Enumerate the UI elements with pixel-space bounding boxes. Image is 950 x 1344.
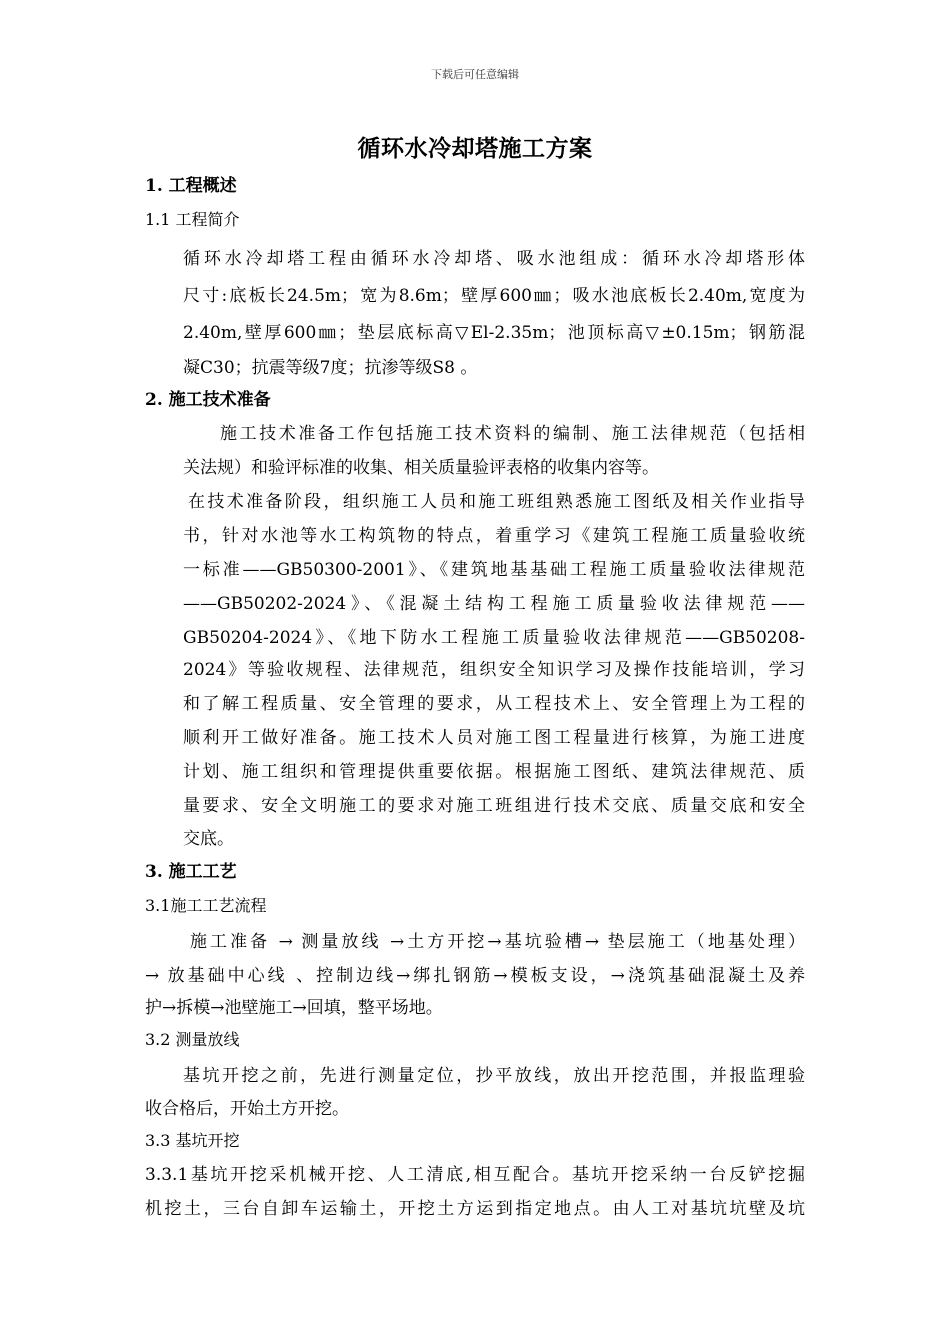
paragraph-line: → 放基础中心线 、控制边线→绑扎钢筋→模板支设，→浇筑基础混凝土及养 [145, 966, 805, 986]
section-3-2-heading: 3.2 测量放线 [145, 1030, 240, 1049]
paragraph-line: 顺利开工做好准备。施工技术人员对施工图工程量进行核算，为施工进度 [183, 728, 805, 748]
paragraph-line: 凝C30；抗震等级7度；抗渗等级S8 。 [183, 358, 478, 378]
paragraph-line: 交底。 [183, 829, 234, 849]
paragraph-line: 2024》等验收规程、法律规范，组织安全知识学习及操作技能培训，学习 [183, 660, 805, 680]
paragraph-line: 基坑开挖之前，先进行测量定位，抄平放线，放出开挖范围，并报监理验 [183, 1066, 805, 1086]
paragraph-line: 收合格后，开始土方开挖。 [145, 1099, 349, 1119]
section-1-1-heading: 1.1 工程简介 [145, 210, 240, 229]
paragraph-line: 计划、施工组织和管理提供重要依据。根据施工图纸、建筑法律规范、质 [183, 762, 805, 782]
section-1-heading: 1. 工程概述 [145, 176, 237, 196]
paragraph-line: ——GB50202-2024》、《混凝土结构工程施工质量验收法律规范—— [183, 594, 805, 614]
section-3-heading: 3. 施工工艺 [145, 862, 237, 882]
section-3-3-heading: 3.3 基坑开挖 [145, 1131, 240, 1150]
document-title: 循环水冷却塔施工方案 [357, 135, 593, 162]
paragraph-line: 和了解工程质量、安全管理的要求，从工程技术上、安全管理上为工程的 [183, 694, 805, 714]
paragraph-line: 量要求、安全文明施工的要求对施工班组进行技术交底、质量交底和安全 [183, 796, 805, 816]
paragraph-line: 循环水冷却塔工程由循环水冷却塔、吸水池组成：循环水冷却塔形体 [183, 249, 805, 269]
paragraph-line: 在技术准备阶段，组织施工人员和施工班组熟悉施工图纸及相关作业指导 [188, 492, 805, 512]
paragraph-line: 机挖土，三台自卸车运输土，开挖土方运到指定地点。由人工对基坑坑壁及坑 [145, 1199, 805, 1219]
paragraph-line: GB50204-2024》、《地下防水工程施工质量验收法律规范——GB50208- [183, 628, 805, 648]
paragraph-line: 护→拆模→池壁施工→回填，整平场地。 [145, 998, 443, 1018]
paragraph-line: 施工准备 → 测量放线 →土方开挖→基坑验槽→ 垫层施工（地基处理） [190, 932, 805, 952]
paragraph-line: 3.3.1基坑开挖采机械开挖、人工清底,相互配合。基坑开挖采纳一台反铲挖掘 [145, 1165, 805, 1185]
header-watermark: 下载后可任意编辑 [431, 68, 519, 81]
paragraph-line: 书，针对水池等水工构筑物的特点，着重学习《建筑工程施工质量验收统 [183, 526, 805, 546]
paragraph-line: 尺寸:底板长24.5m；宽为8.6m；壁厚600㎜；吸水池底板长2.40m,宽度为 [183, 286, 805, 306]
section-3-1-heading: 3.1施工工艺流程 [145, 896, 267, 915]
paragraph-line: 一标准——GB50300-2001》、《建筑地基基础工程施工质量验收法律规范 [183, 560, 805, 580]
paragraph-line: 关法规）和验评标准的收集、相关质量验评表格的收集内容等。 [183, 458, 659, 478]
section-2-heading: 2. 施工技术准备 [145, 390, 271, 410]
paragraph-line: 施工技术准备工作包括施工技术资料的编制、施工法律规范（包括相 [220, 424, 805, 444]
paragraph-line: 2.40m,壁厚600㎜；垫层底标高▽El-2.35m；池顶标高▽±0.15m；钢筋混 [183, 323, 805, 343]
